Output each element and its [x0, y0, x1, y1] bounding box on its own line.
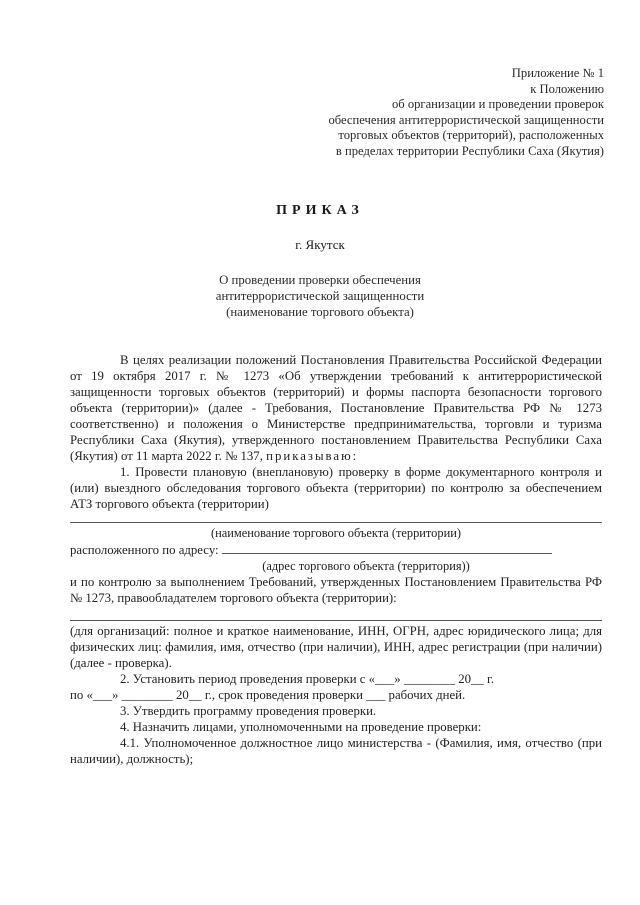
order-subject	[0, 272, 640, 320]
object-name-blank	[70, 512, 602, 523]
item-2-continuation: по «___» ________ 20__ г., срок проведения проверки ___ рабочих дней.	[70, 688, 466, 702]
item-4: 4. Назначить лицами, уполномоченными на проведение проверки:	[120, 720, 482, 734]
appendix-regulation-line: обеспечения антитеррористической защищенности	[328, 112, 604, 127]
appendix-number: Приложение № 1	[511, 66, 604, 80]
subject-line: антитеррористической защищенности	[215, 289, 425, 303]
address-blank	[222, 541, 552, 554]
item-3: 3. Утвердить программу проведения проверки.	[120, 704, 377, 718]
appendix-header	[244, 66, 604, 160]
item-1-paragraph: 1. Провести плановую (внеплановую) проверку в форме документарного контроля и (или) выездного обследования торгового объекта (территории) по контролю за обеспечением АТЗ торгового объекта (территории)	[70, 465, 602, 511]
item-2-line: 2. Установить период проведения проверки с «___» ________ 20__ г.	[120, 672, 495, 686]
item-1-continuation: и по контролю за выполнением Требований, утвержденных Постановлением Правительства РФ № 1273, правообладателем торгового объекта (территории):	[70, 575, 602, 605]
located-label: расположенного по адресу:	[70, 543, 219, 557]
object-name-caption: (наименование торгового объекта (территории)	[211, 526, 461, 540]
subject-caption: (наименование торгового объекта)	[226, 305, 414, 319]
subject-line: О проведении проверки обеспечения	[219, 273, 421, 287]
appendix-regulation-line: в пределах территории Республики Саха (Якутия)	[335, 143, 604, 158]
appendix-reference: к Положению	[530, 81, 604, 96]
order-body	[70, 352, 602, 767]
document-city: г. Якутск	[295, 237, 345, 252]
owner-caption: (для организаций: полное и краткое наименование, ИНН, ОГРН, адрес юридического лица; для физических лиц: фамилия, имя, отчество (при наличии), ИНН, адрес регистрации (при наличии) (далее - проверка).	[70, 624, 602, 670]
appendix-regulation-line: об организации и проведении проверок	[391, 97, 604, 112]
located-line	[70, 541, 602, 558]
owner-blank	[70, 610, 602, 621]
preamble-text: В целях реализации положений Постановления Правительства Российской Федерации от 19 октября 2017 г. № 1273 «Об утверждении требований к антитеррористической защищенности торговых объектов (территорий) и формы паспорта безопасности торгового объекта (территории)» (далее - Требования, Постановление Правительства РФ № 1273 соответственно) и положения о Министерстве предпринимательства, торговли и туризма Республики Саха (Якутия), утвержденного постановлением Правительства Республики Саха (Якутия) от 11 марта 2022 г. № 137,	[70, 353, 602, 463]
document-title: ПРИКАЗ	[276, 203, 364, 218]
appendix-regulation-line: торговых объектов (территорий), расположенных	[338, 128, 604, 143]
address-caption: (адрес торгового объекта (территория))	[262, 559, 470, 573]
item-4-1: 4.1. Уполномоченное должностное лицо министерства - (Фамилия, имя, отчество (при наличии), должность);	[70, 736, 602, 766]
preamble-paragraph	[70, 352, 602, 464]
order-word: приказываю:	[266, 449, 359, 463]
